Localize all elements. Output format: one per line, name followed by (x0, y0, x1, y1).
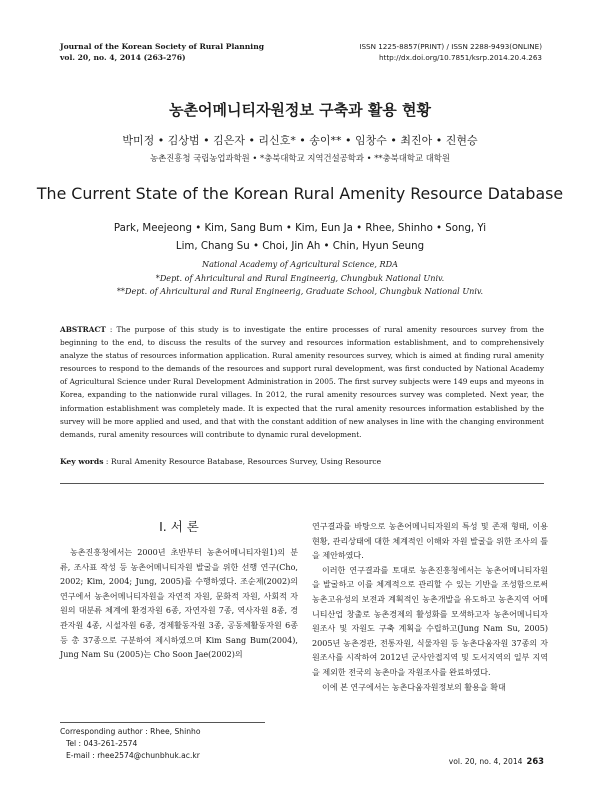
authors-english (80, 220, 520, 256)
footnote-divider (60, 722, 265, 723)
title-english: The Current State of the Korean Rural Amenity Resource Database (36, 184, 564, 203)
right-column-paragraph-1: 연구결과를 바탕으로 농촌어메니티자원의 특성 및 존재 형태, 이용현황, 관리상태에 대한 체계적인 이해와 자원 발굴을 위한 조사의 틀을 제안하였다. (312, 522, 548, 561)
issn-header (359, 41, 542, 63)
affiliation-english (0, 258, 600, 299)
page-footer (449, 756, 544, 766)
keywords-label: Key words (60, 457, 104, 466)
authors-english-line2: Lim, Chang Su • Choi, Jin Ah • Chin, Hyun Seung (175, 241, 425, 252)
abstract (60, 323, 544, 441)
authors-korean: 박미정 • 김상범 • 김은자 • 리신호* • 송이** • 임창수 • 최진아 • 진현승 (122, 134, 478, 147)
affiliation-english-3: **Dept. of Ahricultural and Rural Engineerig, Graduate School, Chungbuk National Univ. (116, 286, 484, 296)
left-column (60, 546, 298, 663)
footer-volume: vol. 20, no. 4, 2014 (448, 757, 523, 766)
affiliation-english-1: National Academy of Agricultural Science, RDA (202, 259, 398, 269)
keywords (60, 457, 544, 466)
author-phone: Tel : 043-261-2574 (66, 739, 138, 749)
doi-link[interactable]: http://dx.doi.org/10.7851/ksrp.2014.20.4.263 (378, 53, 542, 62)
affiliation-english-2: *Dept. of Ahricultural and Rural Engineerig, Chungbuk National Univ. (155, 272, 445, 283)
right-column-paragraph-2: 이러한 연구결과를 토대로 농촌진흥청에서는 농촌어메니티자원을 발굴하고 이를 체계적으로 관리할 수 있는 기반을 조성함으로써 농촌고유성의 보전과 계획적인 농촌개발을 유도하고 농촌지역 어메니티산업 창출로 농촌경제의 활성화를 모색하고자 농촌어메니티자원조사 및 자원도 구축 계획을 수립하고(Jung Nam Su, 2005) 2005년 농촌경관, 전통자원, 식물자원 등 농촌다움자원 37종의 자원조사를 시작하여 2012년 군사안접지역 및 도서지역의 일부 지역을 제외한 전국의 농촌마을 자원조사를 완료하였다. (312, 565, 548, 677)
right-column-paragraph-3: 이에 본 연구에서는 농촌다움자원정보의 활용을 확대 (322, 682, 506, 692)
journal-volume: vol. 20, no. 4, 2014 (263-276) (60, 53, 186, 62)
abstract-label: ABSTRACT (60, 325, 106, 334)
keywords-text: : Rural Amenity Resource Batabase, Resources Survey, Using Resource (103, 457, 382, 466)
journal-name: Journal of the Korean Society of Rural Planning (60, 42, 265, 51)
page-number: 263 (526, 756, 544, 766)
author-email[interactable]: E-mail : rhee2574@chunbhuk.ac.kr (66, 751, 200, 761)
authors-english-line1: Park, Meejeong • Kim, Sang Bum • Kim, Eun Ja • Rhee, Shinho • Song, Yi (113, 223, 487, 234)
journal-header (60, 41, 264, 63)
title-korean: 농촌어메니티자원정보 구축과 활용 현황 (169, 101, 431, 119)
issn: ISSN 1225-8857(PRINT) / ISSN 2288-9493(ONLINE) (359, 42, 542, 51)
affiliation-korean: 농촌진흥청 국립농업과학원 • *충북대학교 지역건설공학과 • **충북대학교 대학원 (150, 153, 450, 163)
abstract-text: : The purpose of this study is to investigate the entire processes of rural amenity resources survey from the beginning to the end, to discuss the results of the survey and resources information establishment, and to comprehensively analyze the status of resources information application. Rural amenity resources survey, which is aimed at finding rural amenity resources to respond to the demands of the resources and support rural development, was first conducted by National Academy of Agricultural Science under Rural Development Administration in 2005. The first survey subjects were 149 eups and myeons in Korea, expanding to the nationwide rural villages. In 2012, the rural amenity resources survey was completed. Next year, the information establishment was completely made. It is expected that the rural amenity resources information established by the survey will be more applied and used, and that with the constant addition of new analyses in line with the changing environment demands, rural amenity resources will contribute to dynamic rural development. (60, 325, 544, 439)
left-column-paragraph: 농촌진흥청에서는 2000년 초반부터 농촌어메니티자원1)의 분류, 조사표 작성 등 농촌어메니티자원 발굴을 위한 선행 연구(Cho, 2002; Kim, 2004; Jung, 2005)를 수행하였다. 조순제(2002)의 연구에서 농촌어메니티자원을 자연적 자원, 문화적 자원, 사회적 자원의 대분류 체계에 환경자원 6종, 자연자원 7종, 역사자원 8종, 경관자원 4종, 시설자원 6종, 경제활동자원 3종, 공동체활동자원 6종 등 총 37종으로 구분하여 제시하였으며 Kim Sang Bum(2004), Jung Nam Su (2005)는 Cho Soon Jae(2002)의 (60, 548, 298, 660)
corresponding-author: Corresponding author : Rhee, Shinho (60, 727, 201, 736)
right-column (312, 520, 548, 695)
section-heading: I. 서 론 (159, 519, 199, 534)
corresponding-author-footnote (60, 726, 200, 763)
section-divider (60, 483, 544, 484)
